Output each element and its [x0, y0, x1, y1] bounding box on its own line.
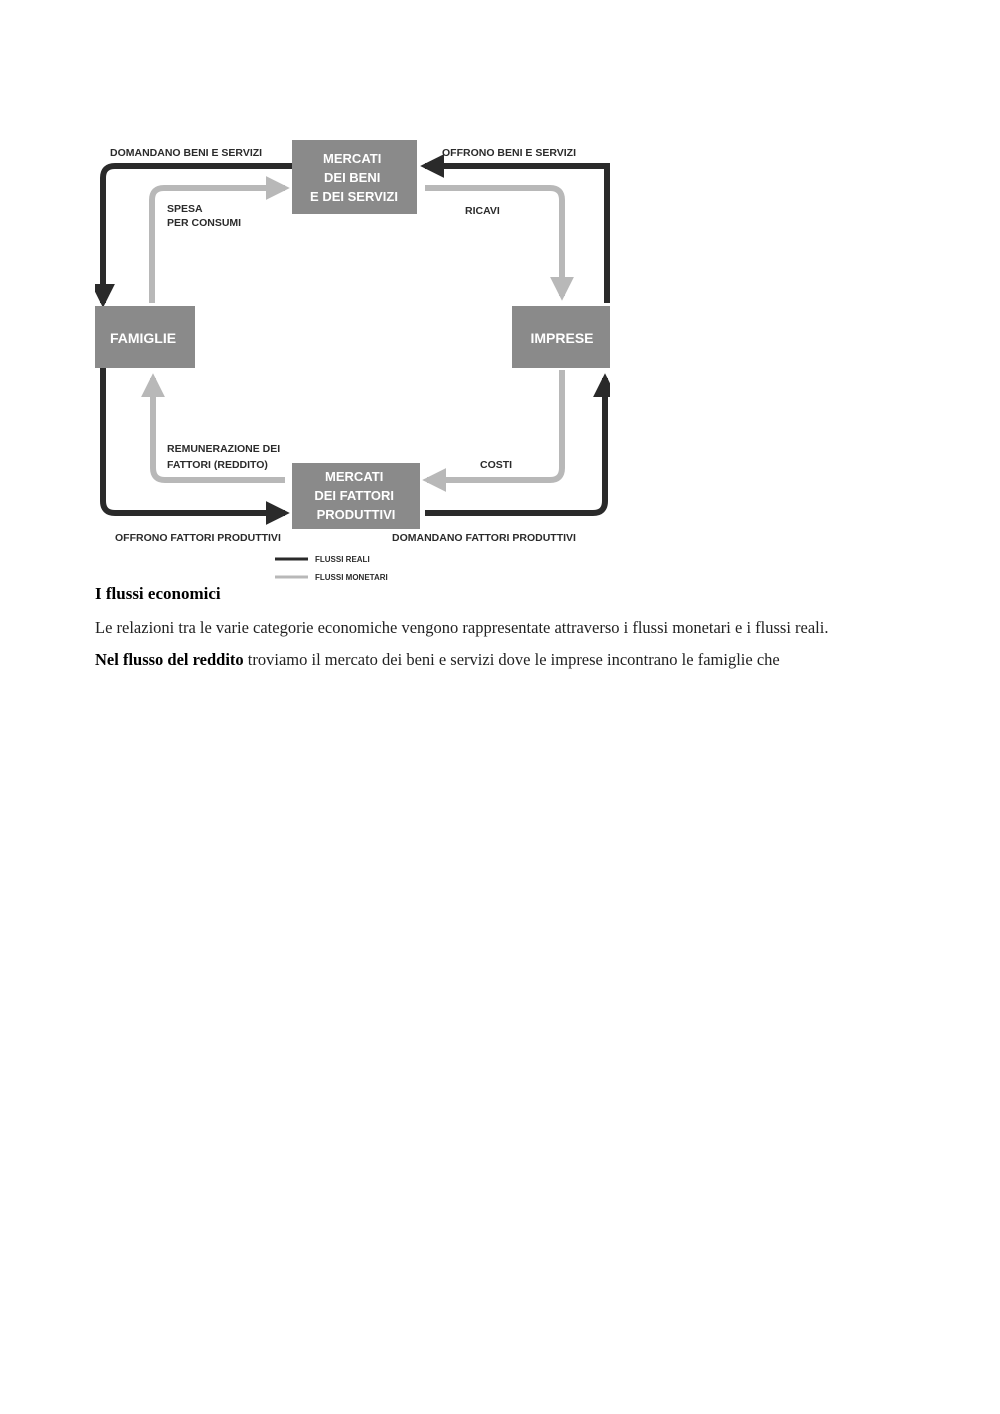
svg-text:SPESA PER CONSUMI — [167, 203, 241, 229]
legend-monetary-label: FLUSSI MONETARI — [315, 573, 388, 582]
svg-text:MERCATI DEI FATTORI — [314, 469, 397, 522]
label-offrono-fattori: OFFRONO FATTORI PRODUTTIVI — [115, 532, 281, 544]
mercati-beni-line1: MERCATI — [323, 151, 382, 166]
label-domandano-beni: DOMANDANO BENI E SERVIZI — [110, 147, 263, 159]
label-spesa-line1: SPESA — [167, 203, 203, 215]
label-costi: COSTI — [480, 459, 513, 471]
mercati-fattori-line1: MERCATI — [325, 469, 384, 484]
label-remun-line1: REMUNERAZIONE DEI — [167, 443, 281, 455]
real-flow-bottom-left — [103, 368, 285, 513]
circular-flow-diagram — [95, 138, 610, 583]
mercati-beni-line2: DEI BENI — [324, 170, 381, 185]
mercati-fattori-line3: PRODUTTIVI — [316, 507, 396, 522]
label-spesa-line2: PER CONSUMI — [167, 217, 242, 229]
famiglie-label: FAMIGLIE — [109, 330, 177, 346]
svg-text:REMUNERAZIONE DEI FATTOR — [167, 443, 283, 471]
label-ricavi: RICAVI — [465, 205, 500, 217]
section-heading: I flussi economici — [95, 584, 221, 603]
paragraph-2-rest: troviamo il mercato dei beni e servizi dove le imprese incontrano le famiglie che — [243, 650, 780, 669]
imprese-label: IMPRESE — [530, 330, 594, 346]
mercati-fattori-line2: DEI FATTORI — [314, 488, 395, 503]
mercati-beni-line3: E DEI SERVIZI — [310, 189, 398, 204]
paragraph-2 — [95, 650, 780, 670]
label-remun-line2: FATTORI (REDDITO) — [167, 459, 268, 471]
paragraph-2-bold: Nel flusso del reddito — [95, 650, 244, 669]
legend-real-label: FLUSSI REALI — [315, 555, 370, 564]
label-domandano-fattori: DOMANDANO FATTORI PRODUTTIVI — [392, 532, 576, 544]
label-offrono-beni: OFFRONO BENI E SERVIZI — [442, 147, 576, 159]
paragraph-1: Le relazioni tra le varie categorie economiche vengono rappresentate attraverso i flussi monetari e i flussi reali. — [95, 618, 829, 637]
real-flow-bottom-right — [425, 378, 605, 513]
